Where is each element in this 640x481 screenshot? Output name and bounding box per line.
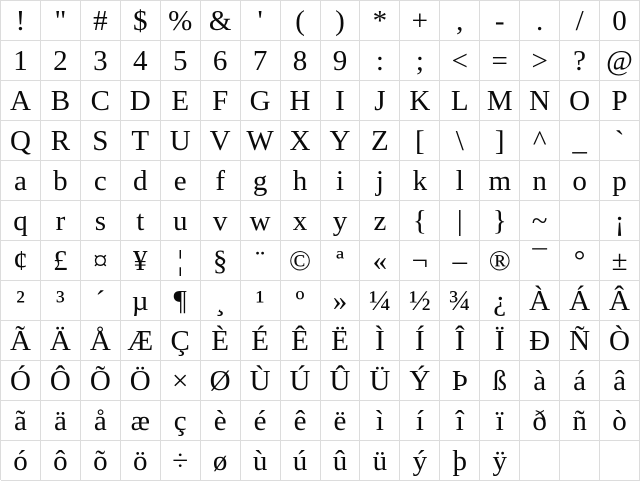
glyph-cell[interactable]: 2 bbox=[41, 41, 81, 81]
glyph-cell[interactable]: × bbox=[161, 361, 201, 401]
glyph-cell[interactable]: ï bbox=[480, 401, 520, 441]
glyph-cell[interactable]: Î bbox=[440, 321, 480, 361]
glyph-cell[interactable]: î bbox=[440, 401, 480, 441]
glyph-cell[interactable]: Õ bbox=[81, 361, 121, 401]
glyph-cell[interactable]: ¾ bbox=[440, 281, 480, 321]
glyph-cell[interactable]: ¹ bbox=[241, 281, 281, 321]
glyph-cell[interactable]: @ bbox=[600, 41, 640, 81]
glyph-cell[interactable]: 4 bbox=[121, 41, 161, 81]
glyph-cell[interactable]: Ò bbox=[600, 321, 640, 361]
glyph-cell[interactable]: ë bbox=[321, 401, 361, 441]
glyph-cell[interactable]: { bbox=[400, 201, 440, 241]
glyph-cell[interactable]: ã bbox=[1, 401, 41, 441]
glyph-cell[interactable]: ' bbox=[241, 1, 281, 41]
glyph-cell[interactable]: R bbox=[41, 121, 81, 161]
glyph-cell[interactable]: T bbox=[121, 121, 161, 161]
empty-cell bbox=[560, 441, 600, 481]
glyph-cell[interactable]: x bbox=[281, 201, 321, 241]
glyph-cell[interactable]: ¬ bbox=[400, 241, 440, 281]
glyph-cell[interactable]: ô bbox=[41, 441, 81, 481]
glyph-cell[interactable]: ¦ bbox=[161, 241, 201, 281]
glyph-cell[interactable]: % bbox=[161, 1, 201, 41]
glyph-cell[interactable]: ¯ bbox=[520, 241, 560, 281]
glyph-cell[interactable]: ¨ bbox=[241, 241, 281, 281]
glyph-cell[interactable]: & bbox=[201, 1, 241, 41]
glyph-cell[interactable]: ª bbox=[321, 241, 361, 281]
glyph-cell[interactable]: $ bbox=[121, 1, 161, 41]
glyph-cell[interactable]: | bbox=[440, 201, 480, 241]
glyph-cell[interactable]: ý bbox=[400, 441, 440, 481]
glyph-cell[interactable]: # bbox=[81, 1, 121, 41]
glyph-cell[interactable]: ) bbox=[321, 1, 361, 41]
glyph-cell[interactable]: ö bbox=[121, 441, 161, 481]
empty-cell bbox=[520, 441, 560, 481]
glyph-cell[interactable]: Ú bbox=[281, 361, 321, 401]
glyph-cell[interactable]: ³ bbox=[41, 281, 81, 321]
glyph-cell[interactable]: p bbox=[600, 161, 640, 201]
glyph-cell[interactable]: þ bbox=[440, 441, 480, 481]
glyph-cell[interactable]: h bbox=[281, 161, 321, 201]
glyph-cell[interactable]: ´ bbox=[81, 281, 121, 321]
glyph-cell[interactable]: Q bbox=[1, 121, 41, 161]
glyph-cell[interactable]: m bbox=[480, 161, 520, 201]
glyph-cell[interactable]: i bbox=[321, 161, 361, 201]
glyph-cell[interactable]: z bbox=[360, 201, 400, 241]
glyph-cell[interactable]: " bbox=[41, 1, 81, 41]
glyph-cell[interactable]: L bbox=[440, 81, 480, 121]
glyph-cell[interactable]: Å bbox=[81, 321, 121, 361]
glyph-cell[interactable]: F bbox=[201, 81, 241, 121]
glyph-cell[interactable]: ¡ bbox=[600, 201, 640, 241]
glyph-cell[interactable]: Ï bbox=[480, 321, 520, 361]
glyph-cell[interactable]: È bbox=[201, 321, 241, 361]
glyph-cell[interactable]: µ bbox=[121, 281, 161, 321]
glyph-cell[interactable]: ( bbox=[281, 1, 321, 41]
glyph-cell[interactable]: b bbox=[41, 161, 81, 201]
empty-cell bbox=[560, 201, 600, 241]
glyph-cell[interactable]: > bbox=[520, 41, 560, 81]
glyph-cell[interactable]: ù bbox=[241, 441, 281, 481]
glyph-cell[interactable]: ] bbox=[480, 121, 520, 161]
glyph-cell[interactable]: 8 bbox=[281, 41, 321, 81]
glyph-cell[interactable]: g bbox=[241, 161, 281, 201]
glyph-cell[interactable]: N bbox=[520, 81, 560, 121]
glyph-cell[interactable]: u bbox=[161, 201, 201, 241]
glyph-cell[interactable]: Û bbox=[321, 361, 361, 401]
glyph-cell[interactable]: á bbox=[560, 361, 600, 401]
glyph-cell[interactable]: D bbox=[121, 81, 161, 121]
glyph-cell[interactable]: à bbox=[520, 361, 560, 401]
glyph-cell[interactable]: < bbox=[440, 41, 480, 81]
glyph-cell[interactable]: : bbox=[360, 41, 400, 81]
glyph-cell[interactable]: + bbox=[400, 1, 440, 41]
glyph-cell[interactable]: U bbox=[161, 121, 201, 161]
glyph-cell[interactable]: § bbox=[201, 241, 241, 281]
glyph-cell[interactable]: ¼ bbox=[360, 281, 400, 321]
glyph-cell[interactable]: k bbox=[400, 161, 440, 201]
glyph-cell[interactable]: . bbox=[520, 1, 560, 41]
glyph-cell[interactable]: \ bbox=[440, 121, 480, 161]
glyph-cell[interactable]: ² bbox=[1, 281, 41, 321]
glyph-cell[interactable]: ! bbox=[1, 1, 41, 41]
glyph-cell[interactable]: £ bbox=[41, 241, 81, 281]
glyph-cell[interactable]: ¥ bbox=[121, 241, 161, 281]
glyph-cell[interactable]: À bbox=[520, 281, 560, 321]
glyph-cell[interactable]: v bbox=[201, 201, 241, 241]
glyph-cell[interactable]: õ bbox=[81, 441, 121, 481]
empty-cell bbox=[600, 441, 640, 481]
glyph-cell[interactable]: â bbox=[600, 361, 640, 401]
glyph-cell[interactable]: d bbox=[121, 161, 161, 201]
glyph-cell[interactable]: ½ bbox=[400, 281, 440, 321]
glyph-cell[interactable]: , bbox=[440, 1, 480, 41]
glyph-cell[interactable]: é bbox=[241, 401, 281, 441]
glyph-cell[interactable]: e bbox=[161, 161, 201, 201]
glyph-cell[interactable]: 0 bbox=[600, 1, 640, 41]
glyph-cell[interactable]: l bbox=[440, 161, 480, 201]
glyph-cell[interactable]: ì bbox=[360, 401, 400, 441]
glyph-cell[interactable]: ÷ bbox=[161, 441, 201, 481]
glyph-cell[interactable]: M bbox=[480, 81, 520, 121]
glyph-cell[interactable]: ú bbox=[281, 441, 321, 481]
glyph-cell[interactable]: K bbox=[400, 81, 440, 121]
glyph-cell[interactable]: O bbox=[560, 81, 600, 121]
glyph-cell[interactable]: ç bbox=[161, 401, 201, 441]
glyph-cell[interactable]: Ü bbox=[360, 361, 400, 401]
glyph-cell[interactable]: Ô bbox=[41, 361, 81, 401]
glyph-cell[interactable]: Ë bbox=[321, 321, 361, 361]
glyph-cell[interactable]: j bbox=[360, 161, 400, 201]
glyph-cell[interactable]: Â bbox=[600, 281, 640, 321]
glyph-cell[interactable]: ^ bbox=[520, 121, 560, 161]
glyph-cell[interactable]: û bbox=[321, 441, 361, 481]
glyph-cell[interactable]: - bbox=[480, 1, 520, 41]
glyph-cell[interactable]: Ù bbox=[241, 361, 281, 401]
glyph-cell[interactable]: Ñ bbox=[560, 321, 600, 361]
glyph-cell[interactable]: / bbox=[560, 1, 600, 41]
glyph-cell[interactable]: o bbox=[560, 161, 600, 201]
glyph-cell[interactable]: G bbox=[241, 81, 281, 121]
glyph-cell[interactable]: S bbox=[81, 121, 121, 161]
glyph-cell[interactable]: Á bbox=[560, 281, 600, 321]
glyph-cell[interactable]: ® bbox=[480, 241, 520, 281]
glyph-cell[interactable]: ~ bbox=[520, 201, 560, 241]
glyph-cell[interactable]: w bbox=[241, 201, 281, 241]
glyph-cell[interactable]: Ö bbox=[121, 361, 161, 401]
glyph-cell[interactable]: ò bbox=[600, 401, 640, 441]
glyph-cell[interactable]: 9 bbox=[321, 41, 361, 81]
glyph-cell[interactable]: ¸ bbox=[201, 281, 241, 321]
glyph-cell[interactable]: 7 bbox=[241, 41, 281, 81]
glyph-cell[interactable]: q bbox=[1, 201, 41, 241]
glyph-cell[interactable]: 1 bbox=[1, 41, 41, 81]
glyph-cell[interactable]: ÿ bbox=[480, 441, 520, 481]
glyph-cell[interactable]: º bbox=[281, 281, 321, 321]
glyph-cell[interactable]: ¢ bbox=[1, 241, 41, 281]
glyph-cell[interactable]: E bbox=[161, 81, 201, 121]
glyph-cell[interactable]: Ç bbox=[161, 321, 201, 361]
glyph-cell[interactable]: t bbox=[121, 201, 161, 241]
glyph-cell[interactable]: í bbox=[400, 401, 440, 441]
glyph-cell[interactable]: – bbox=[440, 241, 480, 281]
glyph-cell[interactable]: Ø bbox=[201, 361, 241, 401]
glyph-cell[interactable]: a bbox=[1, 161, 41, 201]
glyph-cell[interactable]: © bbox=[281, 241, 321, 281]
glyph-cell[interactable]: Í bbox=[400, 321, 440, 361]
glyph-cell[interactable]: X bbox=[281, 121, 321, 161]
glyph-cell[interactable]: V bbox=[201, 121, 241, 161]
glyph-cell[interactable]: H bbox=[281, 81, 321, 121]
glyph-cell[interactable]: ¿ bbox=[480, 281, 520, 321]
glyph-cell[interactable]: = bbox=[480, 41, 520, 81]
glyph-cell[interactable]: ü bbox=[360, 441, 400, 481]
glyph-cell[interactable]: è bbox=[201, 401, 241, 441]
glyph-cell[interactable]: y bbox=[321, 201, 361, 241]
glyph-cell[interactable]: * bbox=[360, 1, 400, 41]
glyph-cell[interactable]: _ bbox=[560, 121, 600, 161]
glyph-cell[interactable]: ` bbox=[600, 121, 640, 161]
glyph-cell[interactable]: Z bbox=[360, 121, 400, 161]
glyph-cell[interactable]: Þ bbox=[440, 361, 480, 401]
glyph-cell[interactable]: « bbox=[360, 241, 400, 281]
glyph-cell[interactable]: 6 bbox=[201, 41, 241, 81]
glyph-cell[interactable]: r bbox=[41, 201, 81, 241]
glyph-cell[interactable]: ± bbox=[600, 241, 640, 281]
glyph-cell[interactable]: ä bbox=[41, 401, 81, 441]
glyph-cell[interactable]: ß bbox=[480, 361, 520, 401]
glyph-cell[interactable]: Ó bbox=[1, 361, 41, 401]
glyph-cell[interactable]: å bbox=[81, 401, 121, 441]
glyph-cell[interactable]: æ bbox=[121, 401, 161, 441]
glyph-cell[interactable]: I bbox=[321, 81, 361, 121]
glyph-cell[interactable]: [ bbox=[400, 121, 440, 161]
glyph-cell[interactable]: f bbox=[201, 161, 241, 201]
glyph-cell[interactable]: ñ bbox=[560, 401, 600, 441]
glyph-cell[interactable]: A bbox=[1, 81, 41, 121]
glyph-cell[interactable]: » bbox=[321, 281, 361, 321]
glyph-cell[interactable]: ó bbox=[1, 441, 41, 481]
glyph-cell[interactable]: J bbox=[360, 81, 400, 121]
glyph-cell[interactable]: Y bbox=[321, 121, 361, 161]
glyph-cell[interactable]: } bbox=[480, 201, 520, 241]
glyph-cell[interactable]: Ð bbox=[520, 321, 560, 361]
glyph-cell[interactable]: c bbox=[81, 161, 121, 201]
glyph-cell[interactable]: Ì bbox=[360, 321, 400, 361]
glyph-cell[interactable]: C bbox=[81, 81, 121, 121]
glyph-cell[interactable]: ° bbox=[560, 241, 600, 281]
glyph-cell[interactable]: Ý bbox=[400, 361, 440, 401]
glyph-cell[interactable]: ; bbox=[400, 41, 440, 81]
glyph-cell[interactable]: Ê bbox=[281, 321, 321, 361]
glyph-cell[interactable]: 3 bbox=[81, 41, 121, 81]
glyph-cell[interactable]: ? bbox=[560, 41, 600, 81]
glyph-cell[interactable]: Æ bbox=[121, 321, 161, 361]
glyph-cell[interactable]: Ä bbox=[41, 321, 81, 361]
glyph-cell[interactable]: n bbox=[520, 161, 560, 201]
glyph-cell[interactable]: ê bbox=[281, 401, 321, 441]
glyph-cell[interactable]: ð bbox=[520, 401, 560, 441]
glyph-cell[interactable]: Ã bbox=[1, 321, 41, 361]
glyph-cell[interactable]: P bbox=[600, 81, 640, 121]
glyph-cell[interactable]: B bbox=[41, 81, 81, 121]
glyph-cell[interactable]: ¤ bbox=[81, 241, 121, 281]
glyph-cell[interactable]: 5 bbox=[161, 41, 201, 81]
glyph-cell[interactable]: ø bbox=[201, 441, 241, 481]
glyph-cell[interactable]: W bbox=[241, 121, 281, 161]
glyph-cell[interactable]: s bbox=[81, 201, 121, 241]
glyph-cell[interactable]: ¶ bbox=[161, 281, 201, 321]
glyph-cell[interactable]: É bbox=[241, 321, 281, 361]
